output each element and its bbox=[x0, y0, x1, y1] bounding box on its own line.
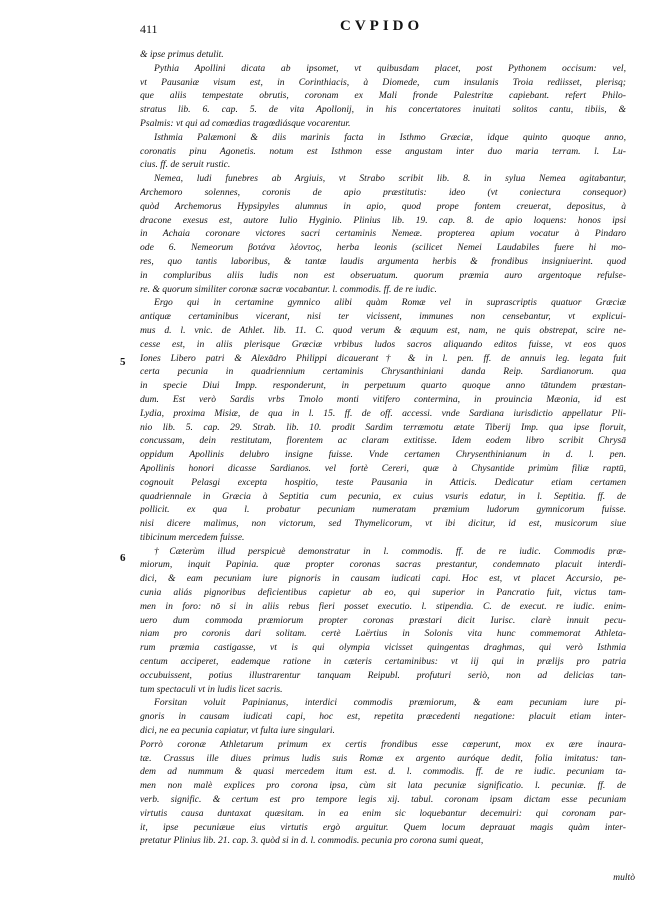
text-line: pretatur Plinius lib. 21. cap. 3. quòd si in d. l. commodis. pecunia pro corona sumi queat, bbox=[140, 835, 484, 847]
paragraph bbox=[140, 62, 626, 131]
margin-note-6: 6 bbox=[120, 552, 126, 564]
text-line: in Achaia coronare victores sacri certaminis Nemeæ. propterea apium vocatur à Pindaro bbox=[140, 228, 626, 240]
paragraph bbox=[140, 131, 626, 172]
text-line: nisi dicere malimus, non victorum, sed Thymelicorum, vt ibi dicitur, id est, musicorum siue bbox=[140, 518, 626, 530]
page-number: 411 bbox=[140, 22, 158, 36]
text-line: it, ipse pecuniæue eius virtutis ergò arguitur. Quem locum deprauat magis quàm inter- bbox=[140, 821, 626, 833]
text-line: cesse est, in aliis plerisque Græciæ vrbibus ludos sacros aliquando editos fuisse, vt eos quos bbox=[140, 338, 626, 350]
text-line: dum. Est verò Sardis vrbs Tmolo monti vitifero contermina, in prouincia Mæonia, id est bbox=[140, 393, 626, 405]
text-line: Nemea, ludi funebres ab Argiuis, vt Strabo scribit lib. 8. in sylua Nemea agitabantur, bbox=[154, 173, 626, 185]
text-line: quadriennale in Græcia à Septitia cum pecunia, ex cuius vsuris edatur, in l. Septitia. ff. de bbox=[140, 490, 626, 502]
text-line: virtutis causa duntaxat quæsitam. in ea enim sic loquebantur decemuiri: qui coronam par- bbox=[140, 807, 626, 819]
text-line: cognouit Pelasgi excepta hospitio, teste Pausania in Atticis. Dedicatur etiam certamen bbox=[140, 476, 626, 488]
text-line: res, quo tantis laboribus, & tantæ laudis argumenta herbis & frondibus insigniuerint. quod bbox=[140, 255, 626, 267]
text-line: Apollinis honori dicasse Sardianos. vel fortè Cereri, quæ à Chysantide primùm filiæ raptū, bbox=[140, 462, 626, 474]
text-line: vt Pausaniæ visum est, in Corinthiacis, à Diomede, cum insulanis Troia rediisset, plerisq; bbox=[140, 76, 626, 88]
text-line: miorum, inquit Papinia. quæ propter coronas sacras prestantur, condemnato placuit interdi- bbox=[140, 559, 626, 571]
text-line: tum spectaculi vt in ludis licet sacris. bbox=[140, 683, 283, 695]
text-line: cunia aliás pignoribus deficientibus capietur ab eo, qui superior in Pancratio fuit, victus tam- bbox=[140, 587, 626, 599]
text-line: Porrò coronæ Athletarum primum ex certis frondibus esse cœperunt, mox ex ære inaura- bbox=[140, 738, 626, 750]
text-line: occubuissent, potius illustrarentur tanquam Reipubl. profuturi seriò, non ad delicias tan- bbox=[140, 669, 626, 681]
text-line: que aliis tempestate obrutis, coronam ex Mali fronde Palestritæ capiebant. refert Philo- bbox=[140, 90, 626, 102]
catchword: multò bbox=[613, 872, 635, 883]
paragraph bbox=[140, 738, 626, 848]
text-line: pollicit. ex qua l. probatur pecuniam numeratam præmium ludorum gymnicorum fuisse. bbox=[140, 504, 626, 516]
text-line: oppidum Apollinis delubro insigne fuisse. Vnde certamen Chrysenthinianum in d. l. pen. bbox=[140, 449, 626, 461]
margin-note-5: 5 bbox=[120, 356, 126, 368]
text-line: rum præmia castigasse, vt is qui olympia vicisset quingentas draghmas, qui verò Isthmia bbox=[140, 642, 626, 654]
paragraph bbox=[140, 172, 626, 296]
text-line: centum acciperet, eademque ratione in cæteris certaminibus: vt iij qui in prælijs pro patria bbox=[140, 656, 626, 668]
text-line: Archemoro solennes, coronis de apio præstitutis: ideo (vt coniectura consequor) bbox=[140, 186, 626, 198]
text-line: tæ. Crassus ille diues primus ludis suis Romæ ex argento auróque dedit, folia imitatus: tan- bbox=[140, 752, 626, 764]
text-line: Ergo qui in certamine gymnico alibi quàm Romæ vel in suprascriptis quatuor Græciæ bbox=[154, 297, 626, 309]
text-line: dracone exesus est, autore Iulio Hyginio. Plinius lib. 19. cap. 8. de apio loquens: honos ipsi bbox=[140, 214, 626, 226]
text-line: Lydia, proxima Misiæ, de qua in l. 15. ff. de off. accessi. vnde Sardiana iurisdictio appellatur Pli- bbox=[140, 407, 626, 419]
text-line: †Cæterùm illud perspicuè demonstratur in l. commodis. ff. de re iudic. Commodis præ- bbox=[154, 545, 626, 557]
text-line: antiquæ certaminibus vicerant, nisi ter vicissent, immunes non censebantur, vt explicui- bbox=[140, 311, 626, 323]
text-line: in specie Diui Impp. responderunt, in perpetuum quarto quoque anno tātundem præstan- bbox=[140, 380, 626, 392]
text-line: in compluribus aliis ludis non est obseruatum. quorum præmia auro argentoque refulse- bbox=[140, 269, 626, 281]
text-line: coronatis pinu Agonetis. notum est Isthmon esse angustam inter duo maria terram. l. Lu- bbox=[140, 145, 626, 157]
text-line: ode 6. Nemeorum βοτάνα λέοντος, herba leonis (scilicet Nemei Laudabiles fuere hi mo- bbox=[140, 242, 626, 254]
text-line: Pythia Apollini dicata ab ipsomet, vt quibusdam placet, post Pythonem occisum: vel, bbox=[154, 62, 626, 74]
text-line: mus d. l. vnic. de Athlet. lib. 11. C. quod verum & æquum est, nam, ne quis obstrepat, scire ne- bbox=[140, 324, 626, 336]
text-line: niam pro coronis dari solitam. certè Laërtius in Solonis vita hunc commemorat Athleta- bbox=[140, 628, 626, 640]
text-line: certa pecunia in quadriennium certaminis Chrysanthiniani danda Reip. Sardianorum. qua bbox=[140, 366, 626, 378]
paragraph bbox=[140, 296, 626, 544]
paragraph bbox=[140, 545, 626, 697]
text-line: Forsitan voluit Papinianus, interdici commodis præmiorum, & eam pecuniam iure pi- bbox=[154, 697, 626, 709]
page-header bbox=[140, 18, 640, 40]
running-title: CVPIDO bbox=[340, 18, 424, 34]
text-line: nio lib. 5. cap. 29. Strab. lib. 10. prodit Sardim terræmotu ætate Tiberij Imp. qua ipse floruit, bbox=[140, 421, 626, 433]
text-line: Isthmia Palæmoni & diis marinis facta in Isthmo Græciæ, idque quinto quoque anno, bbox=[154, 131, 626, 143]
text-line: quòd Archemorus Hypsipyles alumnus in apio, quod prope fontem creuerat, depositus, à bbox=[140, 200, 626, 212]
text-line: dici, ne ea pecunia capiatur, vt fulta iure singulari. bbox=[140, 725, 335, 737]
text-line: Iones Libero patri & Alexādro Philippi dicauerant† & in l. pen. ff. de annuis leg. legata fuit bbox=[140, 352, 626, 364]
text-line: gnoris in causam iudicati capi, hoc est, repetita præcedenti negatione: placuit etiam inter- bbox=[140, 711, 626, 723]
text-line: Psalmis: vt qui ad comœdias tragœdiásque vocarentur. bbox=[140, 117, 351, 129]
text-line: re. & quorum similiter coronæ sacræ vocabantur. l. commodis. ff. de re iudic. bbox=[140, 283, 437, 295]
text-line: cius. ff. de seruit rustic. bbox=[140, 159, 231, 171]
text-line: dici, & eam pecuniam iure pignoris in causam iudicati capi. Hoc est, vt placet Accursio, pe- bbox=[140, 573, 626, 585]
text-line: verb. signific. & certum est pro tempore legis xij. tabul. coronam ipsam dictam esse pecuniam bbox=[140, 794, 626, 806]
text-line: stratus lib. 6. cap. 5. de vita Apollonij, in his concertatores inuitati solitos cantu, tibiis, & bbox=[140, 104, 626, 116]
text-line: tibicinum mercedem fuisse. bbox=[140, 531, 245, 543]
body-text bbox=[140, 48, 626, 848]
paragraph bbox=[140, 48, 626, 62]
text-line: men non malè explices pro corona ipsa, cùm sit lata pecuniæ significatio. l. pecuniæ. ff. de bbox=[140, 780, 626, 792]
paragraph bbox=[140, 696, 626, 737]
text-line: concussam, dein restitutam, florentem ac claram extitisse. Idem eodem libro scribit Chrysā bbox=[140, 435, 626, 447]
text-line: dem ad nummum & quasi mercedem itum est. d. l. commodis. ff. de re iudic. pecuniam ta- bbox=[140, 766, 626, 778]
text-line: & ipse primus detulit. bbox=[140, 49, 224, 60]
text-line: uero dum commoda præmiorum propter coronas præstari dicit Iurisc. clarè innuit pecu- bbox=[140, 614, 626, 626]
text-line: men in foro: nō si in aliis rebus fieri posset executio. l. stipendia. C. de execut. re iudic. enim- bbox=[140, 600, 626, 612]
